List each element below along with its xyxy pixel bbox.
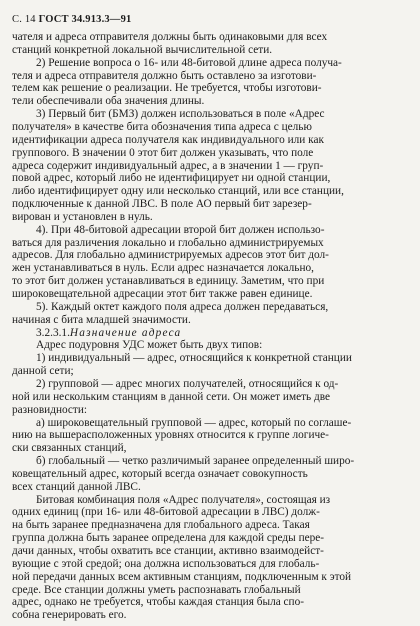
- text-line: тели обеспечивали оба значения длины.: [12, 95, 205, 108]
- text-line: ваться для различения локально и глобально администрируемых: [12, 236, 324, 249]
- text-line: получателя» в качестве бита обозначения типа адреса с целью: [12, 120, 312, 133]
- text-line: а) широковещательный групповой — адрес, который по соглаше-: [36, 416, 352, 429]
- text-line: Битовая комбинация поля «Адрес получателя», состоящая из: [36, 493, 331, 506]
- text-line: нию на вышерасположенных уровнях относится к группе логиче-: [12, 429, 329, 442]
- text-line: всех станций данной ЛВС.: [12, 480, 141, 493]
- text-line: либо идентифицирует одну или несколько станций, или все станции,: [12, 185, 344, 198]
- text-line: 5). Каждый октет каждого поля адреса должен передаваться,: [36, 300, 329, 313]
- text-line: среде. Все станции должны уметь распознавать глобальный: [12, 583, 301, 596]
- page-header: [12, 14, 131, 25]
- text-line: начиная с бита младшей значимости.: [12, 313, 191, 326]
- text-line: б) глобальный — четко различимый заранее определенный широ-: [36, 455, 355, 468]
- page-number: С. 14: [12, 14, 36, 25]
- text-line: жен устанавливаться в нуль. Если адрес назначается локально,: [12, 262, 314, 275]
- text-line: собна генерировать его.: [12, 609, 127, 622]
- text-line: адрес, однако не требуется, чтобы каждая станция была спо-: [12, 596, 305, 609]
- text-line: подключенные к данной ЛВС. В поле АО первый бит зарезер-: [12, 198, 312, 211]
- text-line: адреса содержит индивидуальный адрес, а в значении 1 — груп-: [12, 159, 324, 172]
- text-line: данной сети;: [12, 365, 74, 378]
- text-line: ковещательный адрес, который всегда означает совокупность: [12, 467, 308, 480]
- text-line: чателя и адреса отправителя должны быть одинаковыми для всех: [12, 31, 328, 43]
- text-line: дачи данных, чтобы охватить все станции, активно взаимодейст-: [12, 545, 324, 557]
- text-line: 2) групповой — адрес многих получателей, относящийся к од-: [36, 377, 339, 390]
- text-line: идентификации адреса получателя как индивидуального или как: [12, 133, 324, 146]
- text-line: телем как решение о реализации. Не требуется, чтобы изготови-: [12, 82, 322, 95]
- standard-number: ГОСТ 34.913.3—91: [38, 14, 132, 25]
- text-line: 4). При 48-битовой адресации второй бит должен использо-: [36, 223, 325, 236]
- text-line: группового. В значении 0 этот бит должен указывать, что поле: [12, 146, 314, 159]
- text-line: ски связанных станций,: [12, 442, 127, 455]
- text-line: одних единиц (при 16- или 48-битовой адресации в ЛВС) долж-: [12, 506, 320, 519]
- text-line: ной или нескольким станциям в данной сети. Он может иметь две: [12, 390, 331, 403]
- text-line: вирован и установлен в нуль.: [12, 210, 153, 223]
- text-line: группа должна быть заранее определена для каждой среды пере-: [12, 532, 325, 545]
- text-line: адресов. Для глобально администрируемых адресов этот бит дол-: [12, 249, 329, 262]
- text-line: 2) Решение вопроса о 16- или 48-битовой длине адреса получа-: [36, 56, 342, 69]
- text-line: вующие с этой средой; она должна использоваться для глобаль-: [12, 557, 320, 570]
- text-line: Адрес подуровня УДС может быть двух типов:: [36, 339, 263, 352]
- section-heading: 3.2.3.1.Назначение адреса: [36, 326, 182, 339]
- text-line: широковещательной адресации этот бит также равен единице.: [12, 288, 313, 300]
- text-line: на быть заранее предназначена для глобального адреса. Такая: [12, 519, 310, 532]
- text-line: ной передачи данных всем активным станциям, подключенным к этой: [12, 570, 352, 583]
- text-line: то этот бит должен устанавливаться в единицу. Заметим, что при: [12, 275, 325, 288]
- text-line: повой адрес, который либо не идентифицирует ни одной станции,: [12, 172, 331, 185]
- text-line: теля и адреса отправителя должно быть оставлено за изготови-: [12, 69, 317, 82]
- text-line: станций конкретной локальной вычислительной сети.: [12, 43, 273, 56]
- text-line: разновидности:: [12, 403, 88, 416]
- text-line: 3) Первый бит (БМЗ) должен использоваться в поле «Адрес: [36, 108, 325, 121]
- text-line: 1) индивидуальный — адрес, относящийся к конкретной станции: [36, 352, 352, 365]
